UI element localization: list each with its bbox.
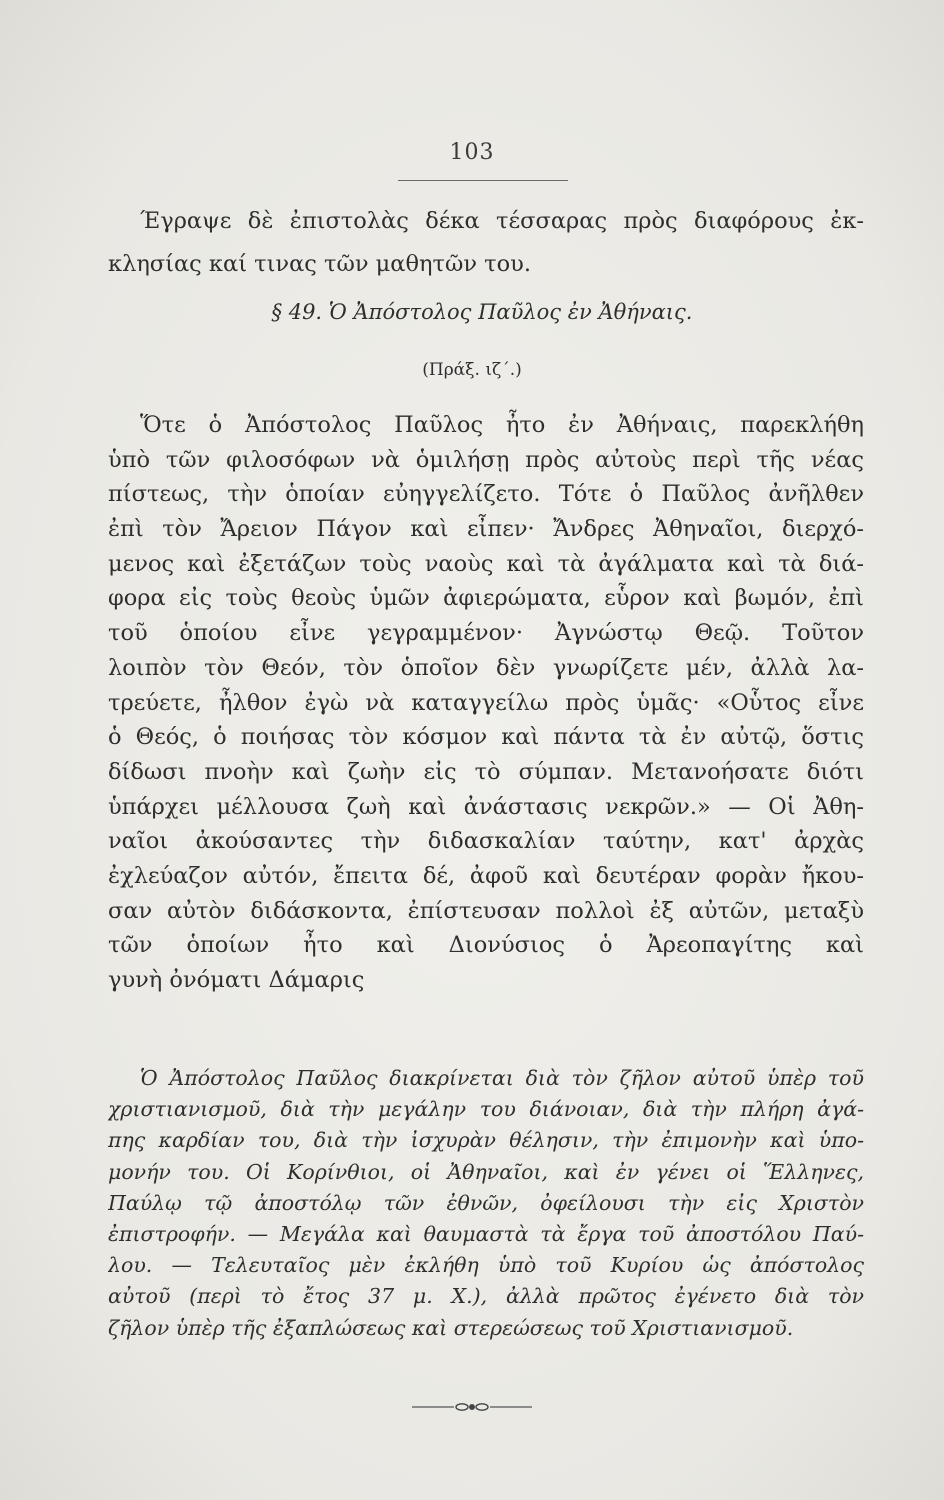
text-line: πης καρδίαν του, διὰ τὴν ἰσχυρὰν θέλησιν, τὴν ἐπιμονὴν καὶ ὑπο-: [108, 1128, 864, 1153]
header-rule: [398, 180, 568, 181]
text-line: τοῦ ὁποίου εἶνε γεγραμμένον· Ἀγνώστῳ Θεῷ. Τοῦτον: [108, 620, 864, 647]
text-line: γυνὴ ὀνόματι Δάμαρις: [108, 967, 365, 993]
text-line: ἐπὶ τὸν Ἄρειον Πάγον καὶ εἶπεν· Ἄνδρες Ἀθηναῖοι, διερχό-: [108, 516, 864, 543]
intro-paragraph: [108, 200, 864, 286]
text-line: ἐχλεύαζον αὐτόν, ἔπειτα δέ, ἀφοῦ καὶ δευτέραν φορὰν ἤκου-: [108, 862, 864, 889]
text-line: Παύλῳ τῷ ἀποστόλῳ τῶν ἐθνῶν, ὀφείλουσι τὴν εἰς Χριστὸν: [108, 1190, 864, 1215]
text-line: κλησίας καί τινας τῶν μαθητῶν του.: [108, 251, 531, 277]
summary-paragraph: [108, 1063, 864, 1344]
text-line: μενος καὶ ἐξετάζων τοὺς ναοὺς καὶ τὰ ἀγάλματα καὶ τὰ διά-: [108, 550, 864, 577]
text-line: ὑπάρχει μέλλουσα ζωὴ καὶ ἀνάστασις νεκρῶν.» — Οἱ Ἀθη-: [108, 793, 864, 820]
text-line: σαν αὐτὸν διδάσκοντα, ἐπίστευσαν πολλοὶ ἐξ αὐτῶν, μεταξὺ: [108, 897, 864, 924]
text-line: Ὁ Ἀπόστολος Παῦλος διακρίνεται διὰ τὸν ζῆλον αὐτοῦ ὑπὲρ τοῦ: [140, 1066, 864, 1090]
text-line: λοιπὸν τὸν Θεόν, τὸν ὁποῖον δὲν γνωρίζετε μέν, ἀλλὰ λα-: [108, 654, 864, 681]
ornament-divider: [410, 1400, 534, 1414]
section-heading: § 49. Ὁ Ἀπόστολος Παῦλος ἐν Ἀθήναις.: [271, 300, 693, 324]
text-line: Ὅτε ὁ Ἀπόστολος Παῦλος ἦτο ἐν Ἀθήναις, παρεκλήθη: [140, 412, 864, 438]
text-line: ναῖοι ἀκούσαντες τὴν διδασκαλίαν ταύτην, κατ' ἀρχὰς: [108, 828, 864, 855]
text-line: χριστιανισμοῦ, διὰ τὴν μεγάλην του διάνοιαν, διὰ τὴν πλήρη ἀγά-: [108, 1097, 864, 1122]
text-line: φορα εἰς τοὺς θεοὺς ὑμῶν ἀφιερώματα, εὗρον καὶ βωμόν, ἐπὶ: [108, 585, 864, 612]
text-line: αὐτοῦ (περὶ τὸ ἔτος 37 μ. Χ.), ἀλλὰ πρῶτος ἐγένετο διὰ τὸν: [108, 1284, 864, 1309]
text-line: ἐπιστροφήν. — Μεγάλα καὶ θαυμαστὰ τὰ ἔργα τοῦ ἀποστόλου Παύ-: [108, 1221, 864, 1246]
text-line: πίστεως, τὴν ὁποίαν εὐηγγελίζετο. Τότε ὁ Παῦλος ἀνῆλθεν: [108, 481, 864, 508]
text-line: δίδωσι πνοὴν καὶ ζωὴν εἰς τὸ σύμπαν. Μετανοήσατε διότι: [108, 758, 864, 785]
text-line: ὁ Θεός, ὁ ποιήσας τὸν κόσμον καὶ πάντα τὰ ἐν αὐτῷ, ὅστις: [108, 724, 864, 751]
text-line: λου. — Τελευταῖος μὲν ἐκλήθη ὑπὸ τοῦ Κυρίου ὡς ἀπόστολος: [108, 1253, 864, 1278]
text-line: μονήν του. Οἱ Κορίνθιοι, οἱ Ἀθηναῖοι, καὶ ἐν γένει οἱ Ἕλληνες,: [108, 1159, 864, 1184]
text-line: ζῆλον ὑπὲρ τῆς ἐξαπλώσεως καὶ στερεώσεως τοῦ Χριστιανισμοῦ.: [108, 1315, 794, 1340]
text-line: Έγραψε δὲ ἐπιστολὰς δέκα τέσσαρας πρὸς διαφόρους ἐκ-: [140, 208, 864, 234]
text-line: ὑπὸ τῶν φιλοσόφων νὰ ὁμιλήσῃ πρὸς αὐτοὺς περὶ τῆς νέας: [108, 446, 864, 473]
narrative-paragraph: [108, 408, 864, 998]
text-line: τρεύετε, ἦλθον ἐγὼ νὰ καταγγείλω πρὸς ὑμᾶς· «Οὗτος εἶνε: [108, 689, 864, 716]
text-line: τῶν ὁποίων ἦτο καὶ Διονύσιος ὁ Ἀρεοπαγίτης καὶ: [108, 932, 864, 959]
section-reference: (Πράξ. ιζ΄.): [422, 360, 522, 380]
page-number: 103: [449, 140, 495, 165]
